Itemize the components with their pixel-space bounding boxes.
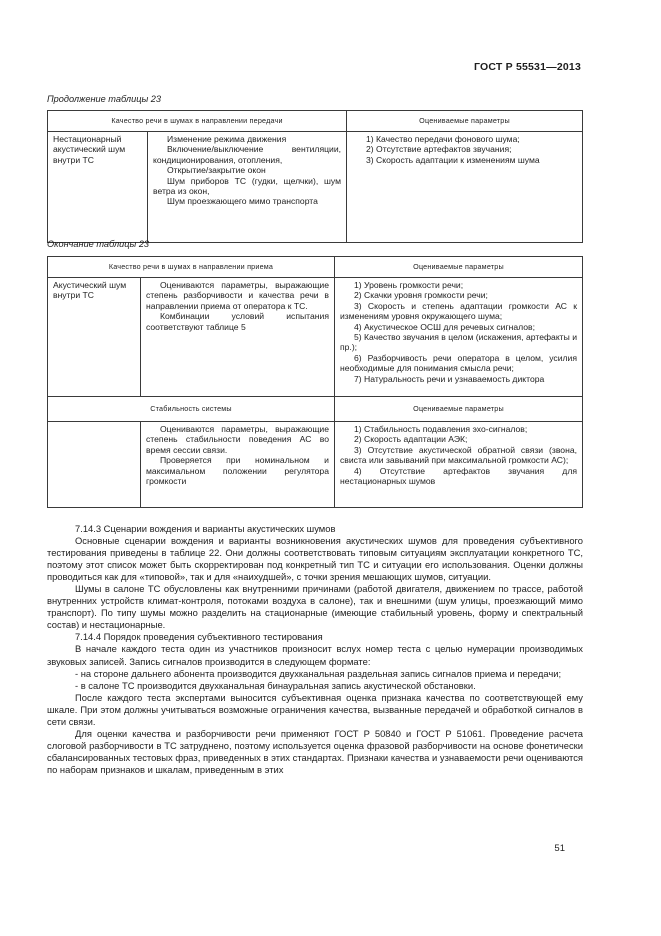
column-header-transmission-quality: Качество речи в шумах в направлении передачи (48, 111, 347, 132)
condition-line: Оцениваются параметры, выражающие степень стабильности поведения АС во время сессии связи. (146, 424, 329, 455)
conditions-cell (148, 132, 347, 243)
body-paragraph: Основные сценарии вождения и варианты возникновения акустических шумов для проведения субъективного тестирования приведены в таблице 22. Они должны соответствовать типовым ситуациям эксплуатации конкретного ТС, поэтому этот список может быть скорректирован под конкретный тип ТС и ситуации его использования. Оценки должны проводиться как для «типовой», так и для «наихудшей», с точки зрения мешающих шумов, ситуации. (47, 535, 583, 583)
parameter-line: 5) Качество звучания в целом (искажения, артефакты и пр.); (340, 332, 577, 353)
column-header-parameters: Оцениваемые параметры (335, 257, 583, 278)
table-23-continuation (47, 110, 583, 243)
parameter-line: 2) Скорость адаптации АЭК; (354, 434, 468, 445)
condition-line: Открытие/закрытие окон (167, 165, 266, 176)
parameter-line: 3) Скорость адаптации к изменениям шума (366, 154, 540, 165)
column-header-parameters: Оцениваемые параметры (335, 397, 583, 422)
page-number: 51 (554, 843, 565, 854)
body-paragraph: Шумы в салоне ТС обусловлены как внутренними причинами (работой двигателя, движением по трассе, работой внутренних устройств климат-контроля, потоками воздуха в салоне), так и внешними (шум улицы, проезжающий мимо транспорт). По типу шумы можно разделить на стационарные (имеющие стабильный уровень, форму и спектральный состав) и нестационарные. (47, 583, 583, 631)
section-heading: 7.14.3 Сценарии вождения и варианты акустических шумов (75, 523, 336, 534)
body-paragraph: В начале каждого теста один из участников произносит вслух номер теста с целью нумерации производимых звуковых записей. Запись сигналов производится в следующем формате: (47, 643, 583, 667)
parameter-line: 1) Стабильность подавления эхо-сигналов; (354, 424, 528, 434)
parameter-line: 1) Уровень громкости речи; (354, 280, 464, 290)
table-caption-continuation: Продолжение таблицы 23 (47, 94, 162, 104)
column-header-reception-quality: Качество речи в шумах в направлении приема (48, 257, 335, 278)
parameters-cell (335, 422, 583, 508)
body-paragraph: Для оценки качества и разборчивости речи применяют ГОСТ Р 50840 и ГОСТ Р 51061. Проведение расчета слоговой разборчивости в ТС затруднено, поэтому используется оценка фразовой разборчивости на основе фонетически сбалансированных тестовых фраз, приведенных в этих стандартах. Признаки качества и узнаваемости речи оцениваются по наборам признаков и шкалам, приведенным в этих (47, 727, 583, 775)
category-cell: Нестационарный акустический шум внутри ТС (48, 132, 148, 243)
parameter-line: 2) Отсутствие артефактов звучания; (366, 144, 512, 155)
body-paragraph: После каждого теста экспертами выносится субъективная оценка признака качества по соответствующей ему шкале. При этом должны учитываться возможные ограничения качества, вызванные передачей и обработкой сигналов в сети связи. (47, 691, 583, 727)
table-23-end (47, 256, 583, 508)
condition-line: Проверяется при номинальном и максимальном положении регулятора громкости (146, 455, 329, 487)
column-header-parameters: Оцениваемые параметры (347, 111, 583, 132)
condition-line: Шум проезжающего мимо транспорта (167, 196, 318, 207)
category-cell: Акустический шум внутри ТС (48, 278, 141, 397)
category-cell (48, 422, 141, 508)
condition-line: Оцениваются параметры, выражающие степень разборчивости и качества речи в направлении приема от оператора к ТС. (146, 280, 329, 311)
condition-line: Комбинации условий испытания соответствуют таблице 5 (146, 311, 329, 332)
list-item: - на стороне дальнего абонента производится двухканальная раздельная запись сигналов приема и передачи; (75, 667, 562, 679)
parameter-line: 4) Акустическое ОСШ для речевых сигналов; (354, 321, 535, 332)
section-header-system-stability: Стабильность системы (48, 397, 335, 422)
condition-line: Изменение режима движения (167, 134, 287, 144)
parameter-line: 3) Скорость и степень адаптации громкости АС к изменениям уровня окружающего шума; (340, 300, 577, 322)
condition-line: Шум приборов ТС (гудки, щелчки), шум ветра из окон, (153, 175, 342, 197)
parameters-cell (347, 132, 583, 243)
parameter-line: 4) Отсутствие артефактов звучания для нестационарных шумов (340, 465, 577, 487)
table-caption-end: Окончание таблицы 23 (47, 239, 150, 249)
conditions-cell (141, 278, 335, 397)
parameter-line: 1) Качество передачи фонового шума; (366, 134, 520, 144)
parameters-cell (335, 278, 583, 397)
conditions-cell (141, 422, 335, 508)
parameter-line: 3) Отсутствие акустической обратной связи (звона, свиста или завываний при максимальной громкости АС); (340, 444, 577, 466)
parameter-line: 6) Разборчивость речи оператора в целом, усилия необходимые для понимания смысла речи; (340, 352, 577, 374)
parameter-line: 7) Натуральность речи и узнаваемость диктора (354, 373, 545, 384)
section-heading: 7.14.4 Порядок проведения субъективного тестирования (75, 631, 323, 643)
body-text (47, 523, 583, 776)
parameter-line: 2) Скачки уровня громкости речи; (354, 290, 488, 301)
list-item: - в салоне ТС производится двухканальная бинауральная запись акустической обстановки. (75, 679, 476, 691)
condition-line: Включение/выключение вентиляции, кондиционирования, отопления, (153, 144, 342, 165)
standard-designation: ГОСТ Р 55531—2013 (473, 61, 581, 73)
